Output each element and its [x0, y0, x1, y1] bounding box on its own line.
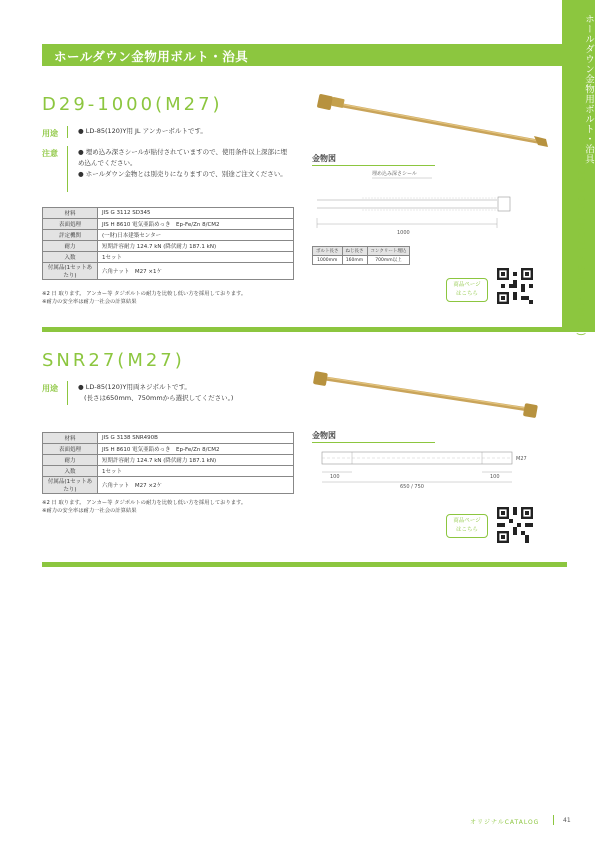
footnote: ※耐力の安全率は耐力一社会の計算結果: [42, 299, 137, 305]
diagram-dimension: M27: [516, 456, 527, 462]
footnote: ※耐力の安全率は耐力一社会の計算結果: [42, 508, 137, 514]
diagram-dimension: 100: [330, 474, 340, 480]
table-row: 評定機関 (一財)日本建築センター: [43, 230, 294, 241]
usage-text: ● LD-85(120)Y用 JL アンカーボルトです。: [78, 127, 207, 135]
usage-label: 用途: [42, 384, 58, 393]
table-row: 付属品(1セットあたり) 六角ナット M27 ×2ケ: [43, 477, 294, 494]
divider: [67, 146, 68, 192]
table-row: 入数 1セット: [43, 466, 294, 477]
usage-text: ● LD-85(120)Y用両ネジボルトです。: [78, 383, 191, 391]
diagram-label: 金物図: [312, 431, 336, 440]
product-title: SNR27(M27): [42, 350, 185, 371]
footer-divider: [553, 815, 554, 825]
table-row: 入数 1セット: [43, 252, 294, 263]
diagram-dimension: 650 / 750: [400, 484, 424, 490]
product-page-button[interactable]: 商品ページ はこちら: [446, 514, 488, 538]
diagram-annotation: 埋め込み深さシール: [372, 171, 417, 177]
table-row: 付属品(1セットあたり) 六角ナット M27 ×1ケ: [43, 263, 294, 280]
diagram-dimension: 1000: [397, 230, 410, 236]
catalog-footer: オリジナルCATALOG: [470, 819, 540, 826]
table-row: 表面処理 JIS H 8610 電気亜鉛めっき Ep-Fe/Zn 8/CM2: [43, 219, 294, 230]
table-row: 材料 JIS G 3112 SD345: [43, 208, 294, 219]
qr-code-icon[interactable]: [497, 268, 533, 304]
diagram-label: 金物図: [312, 154, 336, 163]
spec-table: [42, 207, 294, 280]
side-tab-text: ホールダウン金物用ボルト・治具: [583, 14, 594, 164]
table-row: ボルト長さ ねじ長さ コンクリート埋込: [313, 247, 410, 256]
product-title: D29-1000(M27): [42, 94, 223, 115]
usage-text: (長さは650mm、750mmから選択してください。): [84, 394, 234, 402]
dimension-table: [312, 246, 410, 265]
divider: [67, 381, 68, 405]
product-page-button[interactable]: 商品ページ はこちら: [446, 278, 488, 302]
section-divider: [42, 327, 567, 332]
bolt-image: [310, 370, 545, 420]
side-sub-text: D29-1000(M27) / SNR27(M27): [575, 160, 586, 338]
diagram-dimension: 100: [490, 474, 500, 480]
spec-table: [42, 432, 294, 494]
caution-text-1: ● 埋め込み深さシールが貼付されていますので、使用条件以上深部に埋め込んでください。: [78, 148, 287, 167]
bolt-diagram: [312, 168, 537, 238]
caution-label: 注意: [42, 149, 58, 158]
section-title: ホールダウン金物用ボルト・治具: [54, 49, 249, 64]
table-row: 1000mm 160mm 700mm以上: [313, 256, 410, 265]
table-row: 耐力 短期許容耐力 124.7 kN (降伏耐力 187.1 kN): [43, 241, 294, 252]
footnote: ※2 ⽇ 取ります。 アンカー等 タジボルトの耐力を比較し低い方を採用しております。: [42, 500, 247, 506]
section-header: [42, 44, 567, 66]
table-row: 表面処理 JIS H 8610 電気亜鉛めっき Ep-Fe/Zn 8/CM2: [43, 444, 294, 455]
usage-label: 用途: [42, 129, 58, 138]
table-row: 材料 JIS G 3138 SNR490B: [43, 433, 294, 444]
diagram-rule: [312, 165, 435, 166]
caution-text-2: ● ホールダウン金物とは別売りになりますので、別途ご注文ください。: [78, 170, 287, 178]
diagram-rule: [312, 442, 435, 443]
page-number: 41: [563, 817, 571, 824]
bolt-diagram: [312, 446, 537, 491]
section-divider: [42, 562, 567, 567]
table-row: 耐力 短期許容耐力 124.7 kN (降伏耐力 187.1 kN): [43, 455, 294, 466]
bolt-image: [310, 92, 555, 152]
qr-code-icon[interactable]: [497, 507, 533, 543]
divider: [67, 126, 68, 138]
footnote: ※2 ⽇ 取ります。 アンカー等 タジボルトの耐力を比較し低い方を採用しております。: [42, 291, 247, 297]
